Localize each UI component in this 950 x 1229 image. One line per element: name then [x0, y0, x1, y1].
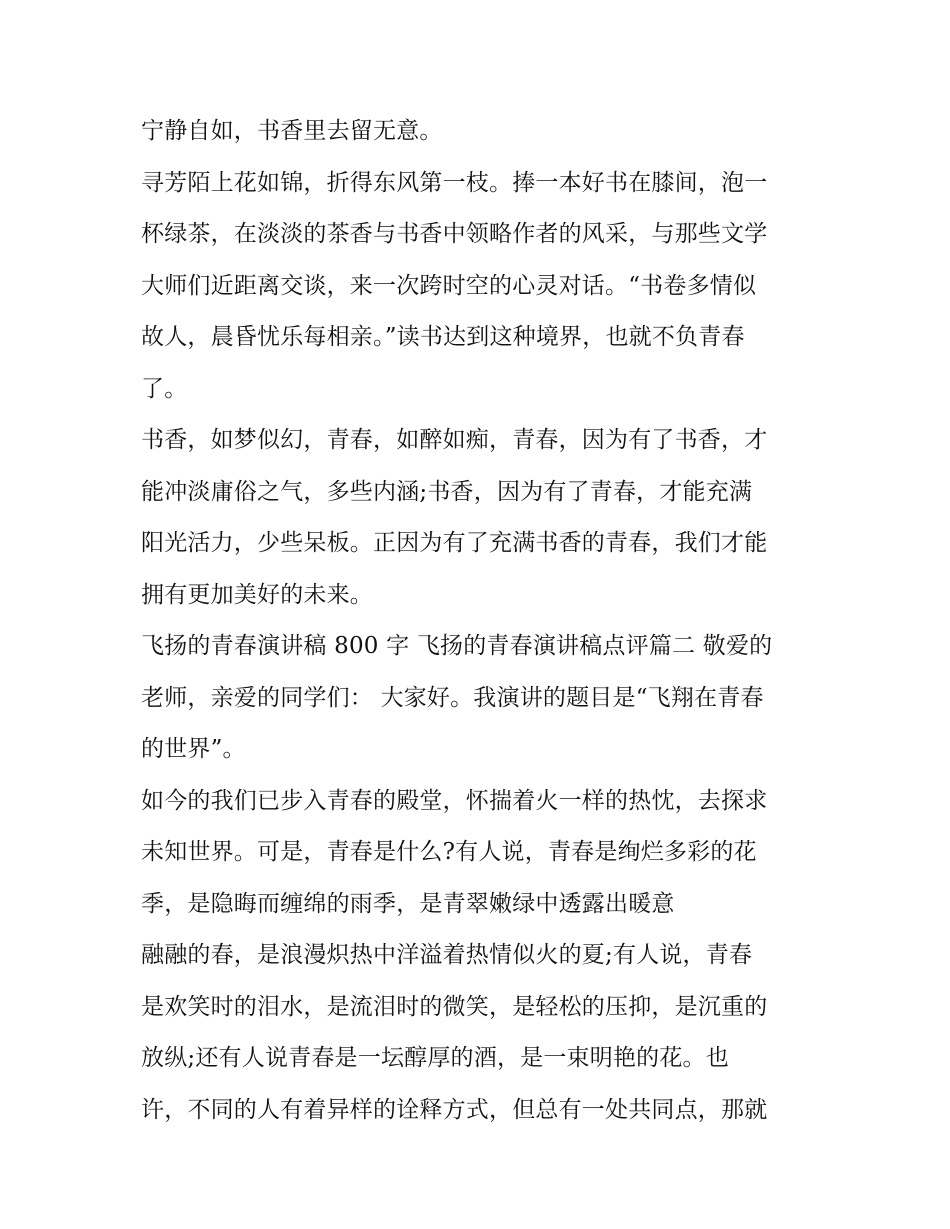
- text-line: 宁静自如，书香里去留无意。: [141, 118, 443, 144]
- text-line: 拥有更加美好的未来。: [141, 581, 373, 608]
- text-line: 未知世界。可是，青春是什么?有人说，青春是绚烂多彩的花: [141, 839, 757, 865]
- text-line: 大师们近距离交谈，来一次跨时空的心灵对话。“书卷多情似: [141, 272, 757, 299]
- text-line: 融融的春，是浪漫炽热中洋溢着热情似火的夏;有人说，青春: [141, 942, 753, 968]
- text-line: 许，不同的人有着异样的诠释方式，但总有一处共同点，那就: [141, 1096, 768, 1123]
- text-line: 的世界”。: [141, 736, 246, 762]
- text-line: 书香，如梦似幻，青春，如醉如痴，青春，因为有了书香，才: [141, 427, 768, 453]
- text-line: 放纵;还有人说青春是一坛醇厚的酒，是一束明艳的花。也: [141, 1045, 729, 1071]
- text-line: 飞扬的青春演讲稿 800 字 飞扬的青春演讲稿点评篇二 敬爱的: [141, 633, 773, 659]
- text-line: 季，是隐晦而缠绵的雨季，是青翠嫩绿中透露出暖意: [141, 890, 675, 917]
- text-line: 杯绿茶，在淡淡的茶香与书香中领略作者的风采，与那些文学: [141, 221, 768, 247]
- text-line: 阳光活力，少些呆板。正因为有了充满书香的青春，我们才能: [141, 530, 768, 556]
- body-text: [141, 106, 831, 1136]
- text-line: 是欢笑时的泪水，是流泪时的微笑，是轻松的压抑，是沉重的: [141, 993, 768, 1020]
- text-line: 如今的我们已步入青春的殿堂，怀揣着火一样的热忱，去探求: [141, 787, 768, 814]
- text-line: 寻芳陌上花如锦，折得东风第一枝。捧一本好书在膝间，泡一: [141, 169, 768, 196]
- text-line: 老师，亲爱的同学们： 大家好。我演讲的题目是“飞翔在青春: [141, 684, 764, 711]
- text-line: 故人，晨昏忧乐每相亲。”读书达到这种境界，也就不负青春: [141, 324, 745, 350]
- text-line: 能冲淡庸俗之气，多些内涵;书香，因为有了青春，才能充满: [141, 478, 753, 505]
- text-line: 了。: [141, 375, 188, 402]
